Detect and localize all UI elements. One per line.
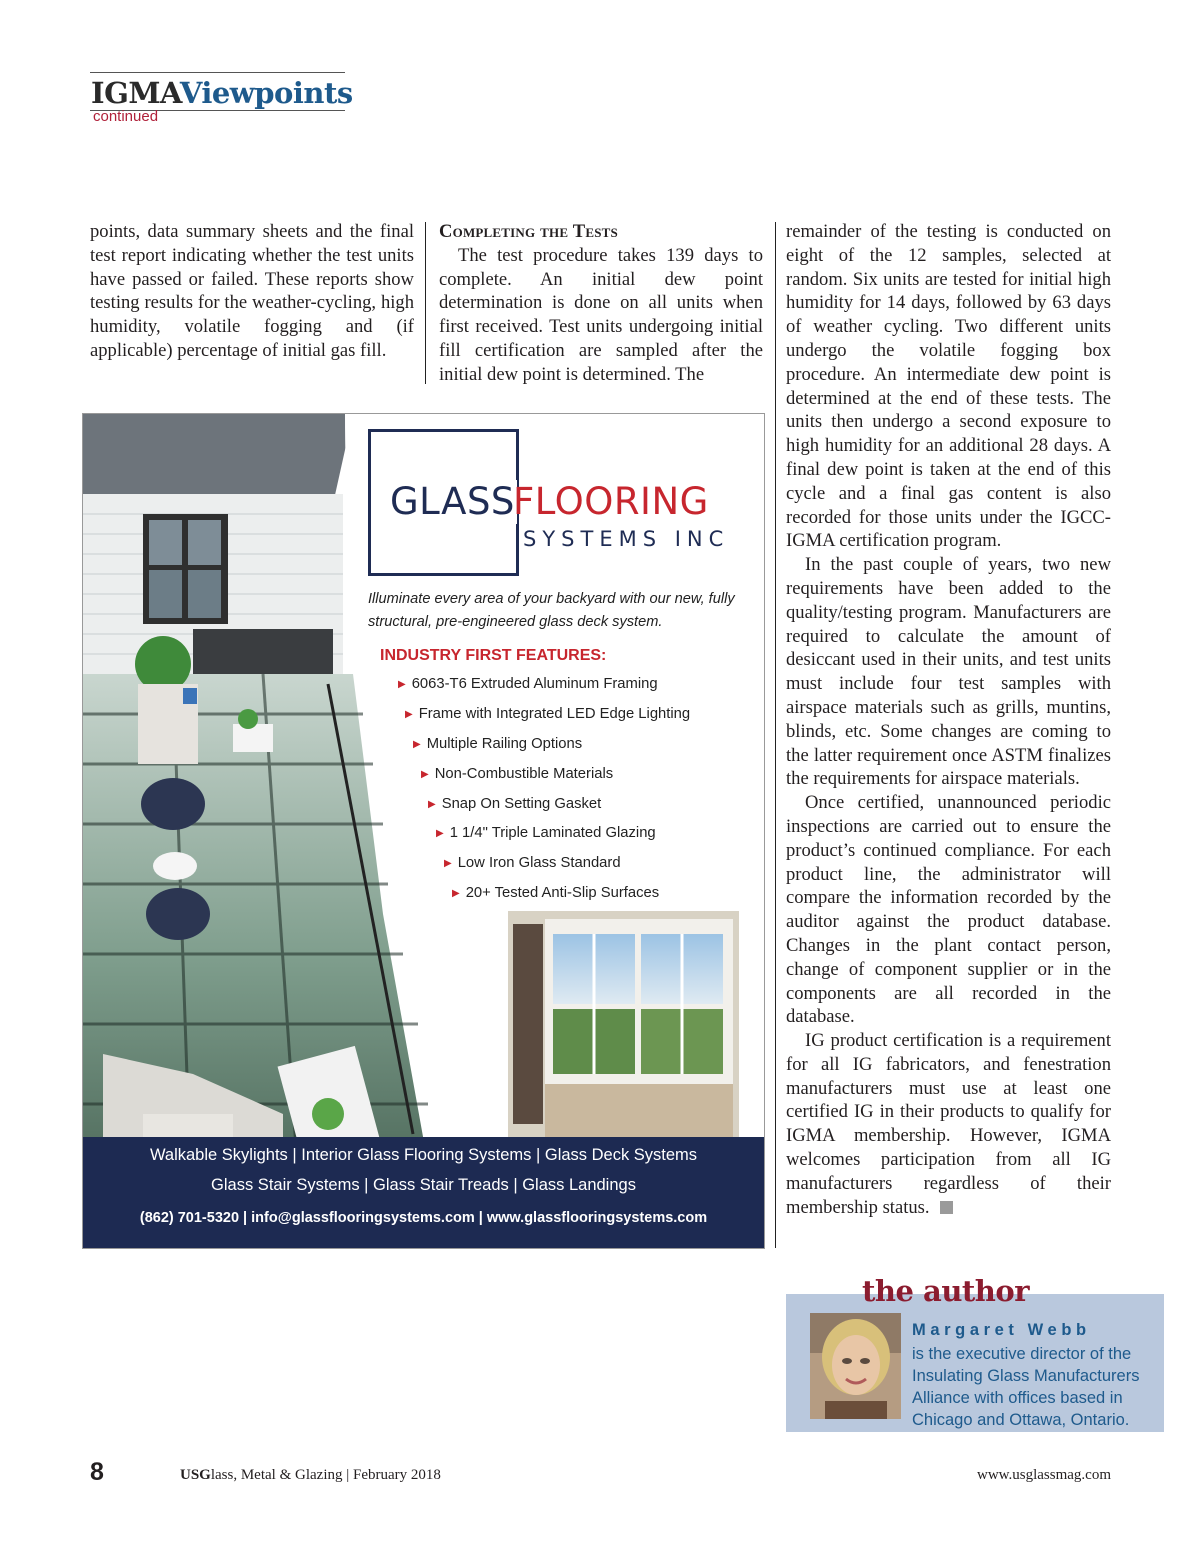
feature-label: Snap On Setting Gasket [441, 796, 602, 812]
end-of-article-icon [940, 1201, 953, 1214]
issue-date: February 2018 [353, 1467, 441, 1483]
article-column-2 [439, 220, 763, 387]
header-rule-top [90, 72, 345, 73]
article-paragraph: In the past couple of years, two new requirements have been added to the quality/testing program. Manufacturers are required to calculate the amount of desiccant used in their units, and test units must include four test samples with airspace materials such as grills, muntins, blinds, etc. Some changes are coming to the latter requirement once ASTM finalizes the requirements for airspace materials. [786, 554, 1111, 790]
author-photo [810, 1313, 901, 1419]
article-column-1 [90, 220, 414, 363]
publication-line [180, 1467, 441, 1484]
feature-label: Low Iron Glass Standard [457, 855, 621, 871]
article-paragraph: remainder of the testing is conducted on eight of the 12 samples, selected at random. Six units are tested for initial high humidity for 14 days, followed by 63 days of weather cycling. Two different units undergo the volatile fogging box procedure. An intermediate dew point is determined at the end of these tests. The units then undergo a second exposure to high humidity for an additional 28 days. A final dew point is taken at the end of this cycle and a final gas content is also recorded for those units under the IGCC-IGMA certification program. [786, 221, 1111, 552]
bullet-triangle-icon: ▶ [421, 769, 429, 780]
section-heading: Completing the Tests [439, 221, 618, 242]
bullet-triangle-icon: ▶ [413, 739, 421, 750]
feature-item [428, 796, 601, 812]
department-title [91, 74, 353, 112]
ad-products-line-1: Walkable Skylights | Interior Glass Flooring Systems | Glass Deck Systems [149, 1146, 698, 1164]
glass-flooring-advertisement [82, 413, 765, 1249]
department-title-part1: IGMA [91, 76, 180, 110]
footer-separator: | [346, 1467, 350, 1483]
logo-text-glass: GLASS [390, 480, 515, 523]
article-paragraph: Once certified, unannounced periodic inspections are carried out to ensure the product’s continued compliance. For each product line, the administrator will compare the information recorded by the auditor against the product database. Changes in the plant contact person, change of component supplier or in the components are all recorded in the database. [786, 792, 1111, 1028]
bullet-triangle-icon: ▶ [444, 858, 452, 869]
author-name: Margaret Webb [912, 1321, 1091, 1339]
features-heading: INDUSTRY FIRST FEATURES: [380, 647, 607, 664]
logo-text-systems: SYSTEMS INC [523, 527, 730, 551]
ad-tagline: Illuminate every area of your backyard with our new, fully structural, pre-engineered glass deck system. [368, 591, 735, 630]
bullet-triangle-icon: ▶ [405, 709, 413, 720]
author-heading: the author [862, 1274, 1030, 1308]
article-paragraph: The test procedure takes 139 days to complete. An initial dew point determination is done on all units when first received. Test units undergoing initial fill certification are sampled after the initial dew point is determined. The [439, 244, 763, 385]
bullet-triangle-icon: ▶ [452, 888, 460, 899]
bullet-triangle-icon: ▶ [428, 799, 436, 810]
website-url: www.usglassmag.com [976, 1467, 1111, 1483]
article-paragraph-last [786, 1029, 1111, 1219]
article-paragraph-text: IG product certification is a requirement for all IG fabricators, and fenestration manufacturers must use at least one certified IG in their products to qualify for IGMA membership. However, IGMA welcomes participation from all IG manufacturers regardless of their membership status. [786, 1030, 1111, 1218]
column-divider [775, 222, 776, 1248]
feature-item [444, 855, 621, 871]
publication-name-bold: USG [180, 1467, 211, 1483]
feature-item [421, 766, 613, 782]
bullet-triangle-icon: ▶ [398, 679, 406, 690]
feature-item [413, 736, 582, 752]
bullet-triangle-icon: ▶ [436, 828, 444, 839]
continued-label: continued [93, 108, 159, 125]
department-title-part2: Viewpoints [179, 76, 353, 110]
logo-text-flooring: FLOORING [513, 480, 709, 523]
feature-label: 20+ Tested Anti-Slip Surfaces [465, 885, 660, 901]
article-column-3 [786, 220, 1111, 1219]
publication-name-rest: lass, Metal & Glazing [210, 1467, 343, 1483]
column-divider [425, 222, 426, 384]
feature-label: Frame with Integrated LED Edge Lighting [418, 706, 691, 722]
feature-item [436, 825, 656, 841]
feature-item [398, 676, 658, 692]
page-number: 8 [90, 1458, 104, 1486]
feature-label: Non-Combustible Materials [434, 766, 614, 782]
author-bio: is the executive director of the Insulating Glass Manufacturers Alliance with offices based in Chicago and Ottawa, Ontario. [912, 1345, 1140, 1429]
feature-label: Multiple Railing Options [426, 736, 583, 752]
article-paragraph: points, data summary sheets and the final test report indicating whether the test units have passed or failed. These reports show testing results for the weather-cycling, high humidity, volatile fogging and (if applicable) percentage of initial gas fill. [90, 221, 414, 361]
feature-label: 6063-T6 Extruded Aluminum Framing [411, 676, 658, 692]
feature-label: 1 1/4" Triple Laminated Glazing [449, 825, 656, 841]
feature-item [452, 885, 659, 901]
feature-item [405, 706, 690, 722]
ad-products-line-2: Glass Stair Systems | Glass Stair Treads | Glass Landings [211, 1176, 636, 1194]
ad-contact-line: (862) 701-5320 | info@glassflooringsystems.com | www.glassflooringsystems.com [139, 1210, 708, 1226]
